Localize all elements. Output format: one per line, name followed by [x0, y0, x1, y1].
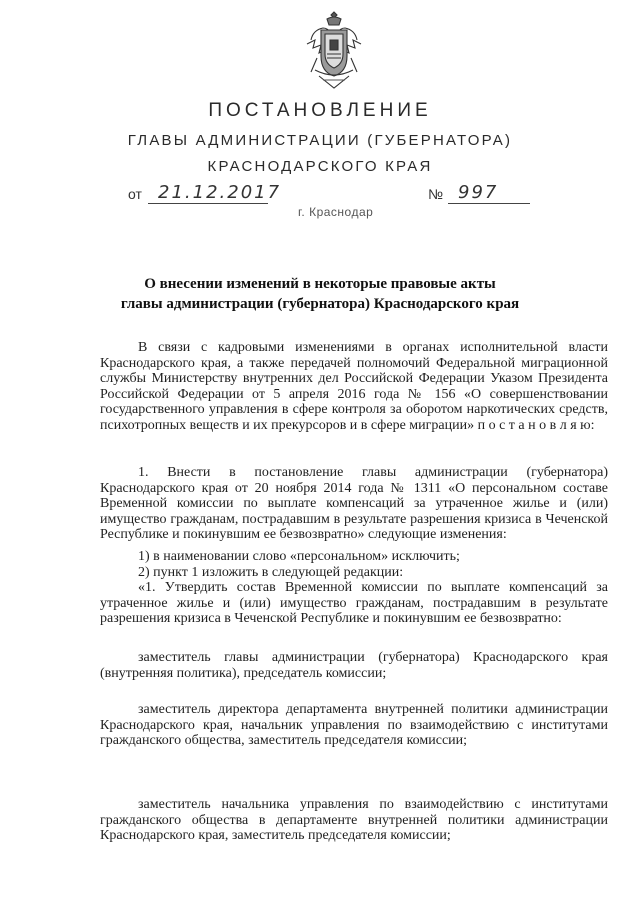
quoted-clause — [100, 580, 608, 627]
document-type-heading: ПОСТАНОВЛЕНИЕ — [208, 100, 432, 121]
title-line-1: О внесении изменений в некоторые правовые акты — [144, 276, 496, 292]
number-value: 997 — [458, 182, 499, 203]
coat-of-arms-emblem — [303, 10, 365, 92]
member-entry-2 — [100, 702, 608, 749]
quoted-clause-text: «1. Утвердить состав Временной комиссии по выплате компенсаций за утраченное жилье и (или) имущество гражданам, пострадавшим в результате разрешения кризиса в Чеченской Республике и покинувшим ее безвозвратно: — [100, 580, 608, 627]
member-1-text: заместитель главы администрации (губернатора) Краснодарского края (внутренняя политика), председатель комиссии; — [100, 650, 608, 681]
subitem-2 — [100, 565, 608, 581]
date-value: 21.12.2017 — [158, 182, 282, 203]
member-2-text: заместитель директора департамента внутренней политики администрации Краснодарского края, начальник управления по взаимодействию с институтами гражданского общества, заместитель председателя комиссии; — [100, 702, 608, 749]
intro-text: В связи с кадровыми изменениями в органах исполнительной власти Краснодарского края, а также передачей полномочий Федеральной миграционной службы Министерству внутренних дел Российской Федерации Указом Президента Российской Федерации от 5 апреля 2016 года № 156 «О совершенствовании государственного управления в сфере контроля за оборотом наркотических средств, психотропных веществ и их прекурсоров и в сфере миграции» п о с т а н о в л я ю: — [100, 340, 608, 433]
region-heading: КРАСНОДАРСКОГО КРАЯ — [207, 158, 433, 175]
item-1-text: 1. Внести в постановление главы администрации (губернатора) Краснодарского края от 20 ноября 2014 года № 1311 «О персональном составе Временной комиссии по выплате компенсаций за утраченное жилье и (или) имущество гражданам, пострадавшим в результате разрешения кризиса в Чеченской Республике и покинувшим ее безвозвратно» следующие изменения: — [100, 465, 608, 543]
date-label: от — [128, 186, 142, 202]
member-entry-3 — [100, 797, 608, 844]
item-1-paragraph — [100, 465, 608, 543]
intro-paragraph — [100, 340, 608, 434]
number-underline — [448, 203, 530, 204]
subitem-2-text: 2) пункт 1 изложить в следующей редакции: — [138, 565, 404, 580]
city-label: г. Краснодар — [298, 205, 374, 219]
subitem-1 — [100, 549, 608, 565]
authority-heading: ГЛАВЫ АДМИНИСТРАЦИИ (ГУБЕРНАТОРА) — [127, 132, 513, 149]
document-title — [60, 274, 580, 314]
member-entry-1 — [100, 650, 608, 681]
member-3-text: заместитель начальника управления по взаимодействию с институтами гражданского общества в департаменте внутренней политики администрации Краснодарского края, заместитель председателя комиссии; — [100, 797, 608, 844]
title-line-2: главы администрации (губернатора) Краснодарского края — [120, 296, 520, 312]
subitem-1-text: 1) в наименовании слово «персональном» исключить; — [138, 549, 460, 564]
number-label: № — [428, 186, 444, 202]
date-underline — [148, 203, 268, 204]
